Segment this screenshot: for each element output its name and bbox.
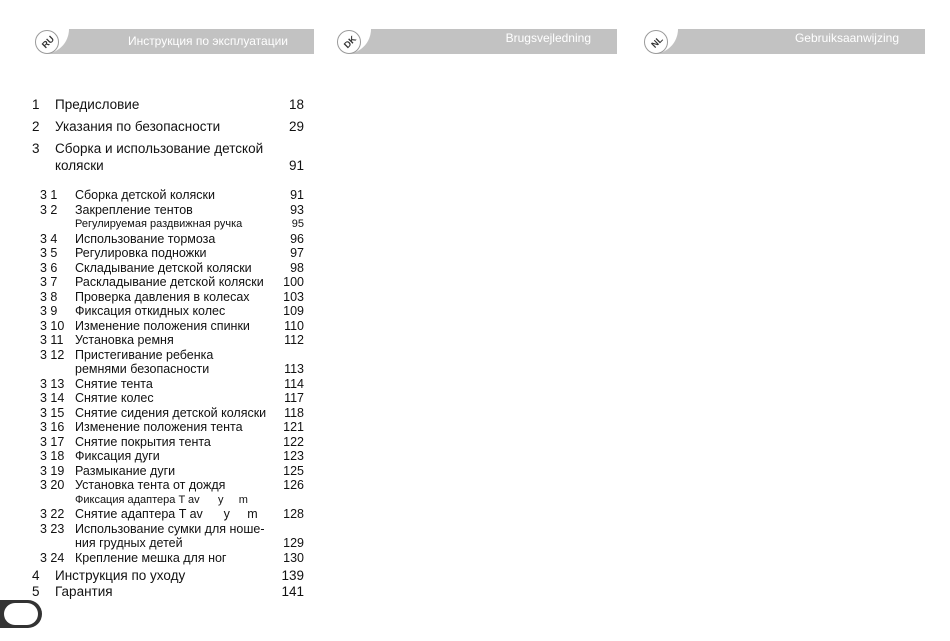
toc-subsection xyxy=(0,507,304,521)
toc-page: 100 xyxy=(283,275,304,289)
toc-number: 3 16 xyxy=(40,420,65,434)
toc-title: Сборка и использование детской xyxy=(55,141,264,156)
language-badge-icon xyxy=(35,30,59,54)
page-tab-inner xyxy=(4,603,38,625)
toc-subsection xyxy=(0,348,304,362)
toc-page: 29 xyxy=(288,119,304,134)
toc-number: 3 6 xyxy=(40,260,58,275)
toc-number: 3 2 xyxy=(40,202,58,217)
toc-page: 121 xyxy=(283,420,304,434)
toc-number: 3 15 xyxy=(40,405,65,420)
toc-subsection xyxy=(0,536,304,550)
language-tab-ru xyxy=(33,29,69,54)
toc-number: 3 9 xyxy=(40,304,58,318)
toc-subsection xyxy=(0,391,304,405)
toc-page: 141 xyxy=(281,584,304,599)
toc-subsection xyxy=(0,406,304,420)
toc-title: коляски xyxy=(55,158,104,173)
toc-subsection xyxy=(0,275,304,289)
toc-page: 139 xyxy=(281,568,304,583)
toc-title: Фиксация откидных колес xyxy=(75,304,226,318)
toc-number: 3 7 xyxy=(40,275,58,289)
toc-subsection xyxy=(0,319,304,333)
language-tab-nl xyxy=(642,29,678,54)
toc-page: 96 xyxy=(290,231,304,246)
toc-subsection xyxy=(0,420,304,434)
header-title-nl: Gebruiksaanwijzing xyxy=(794,31,899,45)
toc-title: ния грудных детей xyxy=(75,536,183,550)
toc-subsection xyxy=(0,217,304,231)
toc-title: Складывание детской коляски xyxy=(75,260,252,275)
toc-number: 3 12 xyxy=(40,347,65,362)
toc-title: Снятие покрытия тента xyxy=(75,434,211,449)
toc-subsection xyxy=(0,232,304,246)
toc-title: Снятие тента xyxy=(75,376,153,391)
toc-section-4 xyxy=(0,568,304,584)
toc-number: 3 18 xyxy=(40,449,65,463)
toc-page: 110 xyxy=(284,318,304,333)
toc-subsection xyxy=(0,551,304,565)
toc-section-5 xyxy=(0,584,304,600)
toc-title: Проверка давления в колесах xyxy=(75,289,250,304)
toc-page: 130 xyxy=(283,550,304,565)
toc-page: 97 xyxy=(290,246,304,260)
toc-number: 3 5 xyxy=(40,246,58,260)
toc-title: Фиксация адаптера T av y m xyxy=(75,493,248,506)
toc-number: 3 4 xyxy=(40,231,58,246)
toc-page: 91 xyxy=(290,188,304,202)
toc-number: 3 20 xyxy=(40,478,65,492)
toc-subsection xyxy=(0,377,304,391)
header-bar-dk xyxy=(335,29,617,54)
toc-page: 122 xyxy=(283,434,304,449)
toc-number: 5 xyxy=(32,584,40,599)
toc-title: Инструкция по уходу xyxy=(55,568,186,583)
toc-section-3 xyxy=(0,141,304,157)
page-tab-shape xyxy=(0,600,42,628)
toc-subsection xyxy=(0,435,304,449)
toc-subsection xyxy=(0,333,304,347)
toc-number: 3 19 xyxy=(40,463,65,478)
toc-page: 126 xyxy=(283,478,304,492)
language-code-nl: NL xyxy=(649,34,665,50)
toc-section-3-continued xyxy=(0,158,304,174)
toc-subsection xyxy=(0,478,304,492)
toc-number: 3 11 xyxy=(40,333,64,347)
toc-subsection xyxy=(0,261,304,275)
toc-title: Размыкание дуги xyxy=(75,463,176,478)
toc-title: Изменение положения спинки xyxy=(75,318,250,333)
toc-title: Использование тормоза xyxy=(75,231,216,246)
toc-page: 113 xyxy=(284,362,304,376)
toc-title: Раскладывание детской коляски xyxy=(75,275,264,289)
toc-page: 112 xyxy=(284,333,304,347)
toc-section-1 xyxy=(0,97,304,113)
toc-number: 3 10 xyxy=(40,318,65,333)
toc-page: 18 xyxy=(288,97,304,112)
toc-title: Сборка детской коляски xyxy=(75,188,215,202)
language-code-dk: DK xyxy=(341,33,359,51)
toc-number: 3 13 xyxy=(40,376,65,391)
toc-number: 3 14 xyxy=(40,391,65,405)
toc-page: 109 xyxy=(283,304,304,318)
toc-subsection xyxy=(0,304,304,318)
toc-page: 123 xyxy=(283,449,304,463)
toc-page: 117 xyxy=(284,391,304,405)
toc-title: Фиксация дуги xyxy=(75,449,160,463)
language-badge-icon xyxy=(337,30,361,54)
toc-page: 91 xyxy=(288,158,304,173)
toc-subsection xyxy=(0,188,304,202)
toc-title: Установка тента от дождя xyxy=(75,478,226,492)
toc-title: Установка ремня xyxy=(75,333,174,347)
toc-subsection xyxy=(0,203,304,217)
header-bar-nl xyxy=(642,29,925,54)
toc-title: Снятие колес xyxy=(75,391,154,405)
toc-title: Пристегивание ребенка xyxy=(75,347,214,362)
toc-number: 4 xyxy=(32,568,40,583)
toc-title: Снятие сидения детской коляски xyxy=(75,405,267,420)
toc-subsection xyxy=(0,464,304,478)
toc-title: ремнями безопасности xyxy=(75,362,210,376)
header-bar-ru xyxy=(33,29,314,54)
toc-subsection xyxy=(0,362,304,376)
toc-subsection xyxy=(0,246,304,260)
toc-page: 128 xyxy=(283,507,304,521)
toc-title: Снятие адаптера T av y m xyxy=(75,507,258,521)
toc-number: 1 xyxy=(32,97,40,112)
toc-title: Указания по безопасности xyxy=(55,119,221,134)
toc-subsection xyxy=(0,493,304,507)
toc-subsection xyxy=(0,290,304,304)
language-code-ru: RU xyxy=(39,33,57,51)
toc-page: 125 xyxy=(283,463,304,478)
toc-title: Предисловие xyxy=(55,97,140,112)
toc-title: Крепление мешка для ног xyxy=(75,550,227,565)
toc-subsection xyxy=(0,522,304,536)
language-badge-icon xyxy=(644,30,668,54)
toc-number: 3 24 xyxy=(40,550,65,565)
toc-page: 95 xyxy=(291,218,304,230)
toc-title: Регулируемая раздвижная ручка xyxy=(75,218,243,230)
toc-number: 3 1 xyxy=(40,188,58,202)
toc-number: 3 17 xyxy=(40,434,65,449)
language-tab-dk xyxy=(335,29,371,54)
toc-page: 93 xyxy=(290,202,304,217)
toc-title: Закрепление тентов xyxy=(75,202,193,217)
toc-number: 2 xyxy=(32,119,40,134)
toc-title: Регулировка подножки xyxy=(75,246,207,260)
toc-page: 118 xyxy=(284,405,304,420)
toc-page: 114 xyxy=(284,376,304,391)
toc-number: 3 22 xyxy=(40,507,65,521)
toc-title: Гарантия xyxy=(55,584,113,599)
toc-number: 3 8 xyxy=(40,289,58,304)
toc-page: 129 xyxy=(283,536,304,550)
header-title-ru: Инструкция по эксплуатации xyxy=(127,34,288,48)
toc-subsection xyxy=(0,449,304,463)
toc-page: 103 xyxy=(283,289,304,304)
toc-number: 3 xyxy=(32,141,40,156)
toc-number: 3 23 xyxy=(40,521,65,536)
toc-title: Использование сумки для ноше- xyxy=(75,521,265,536)
toc-page: 98 xyxy=(290,260,304,275)
toc-title: Изменение положения тента xyxy=(75,420,243,434)
toc-section-2 xyxy=(0,119,304,135)
header-title-dk: Brugsvejledning xyxy=(505,31,591,45)
